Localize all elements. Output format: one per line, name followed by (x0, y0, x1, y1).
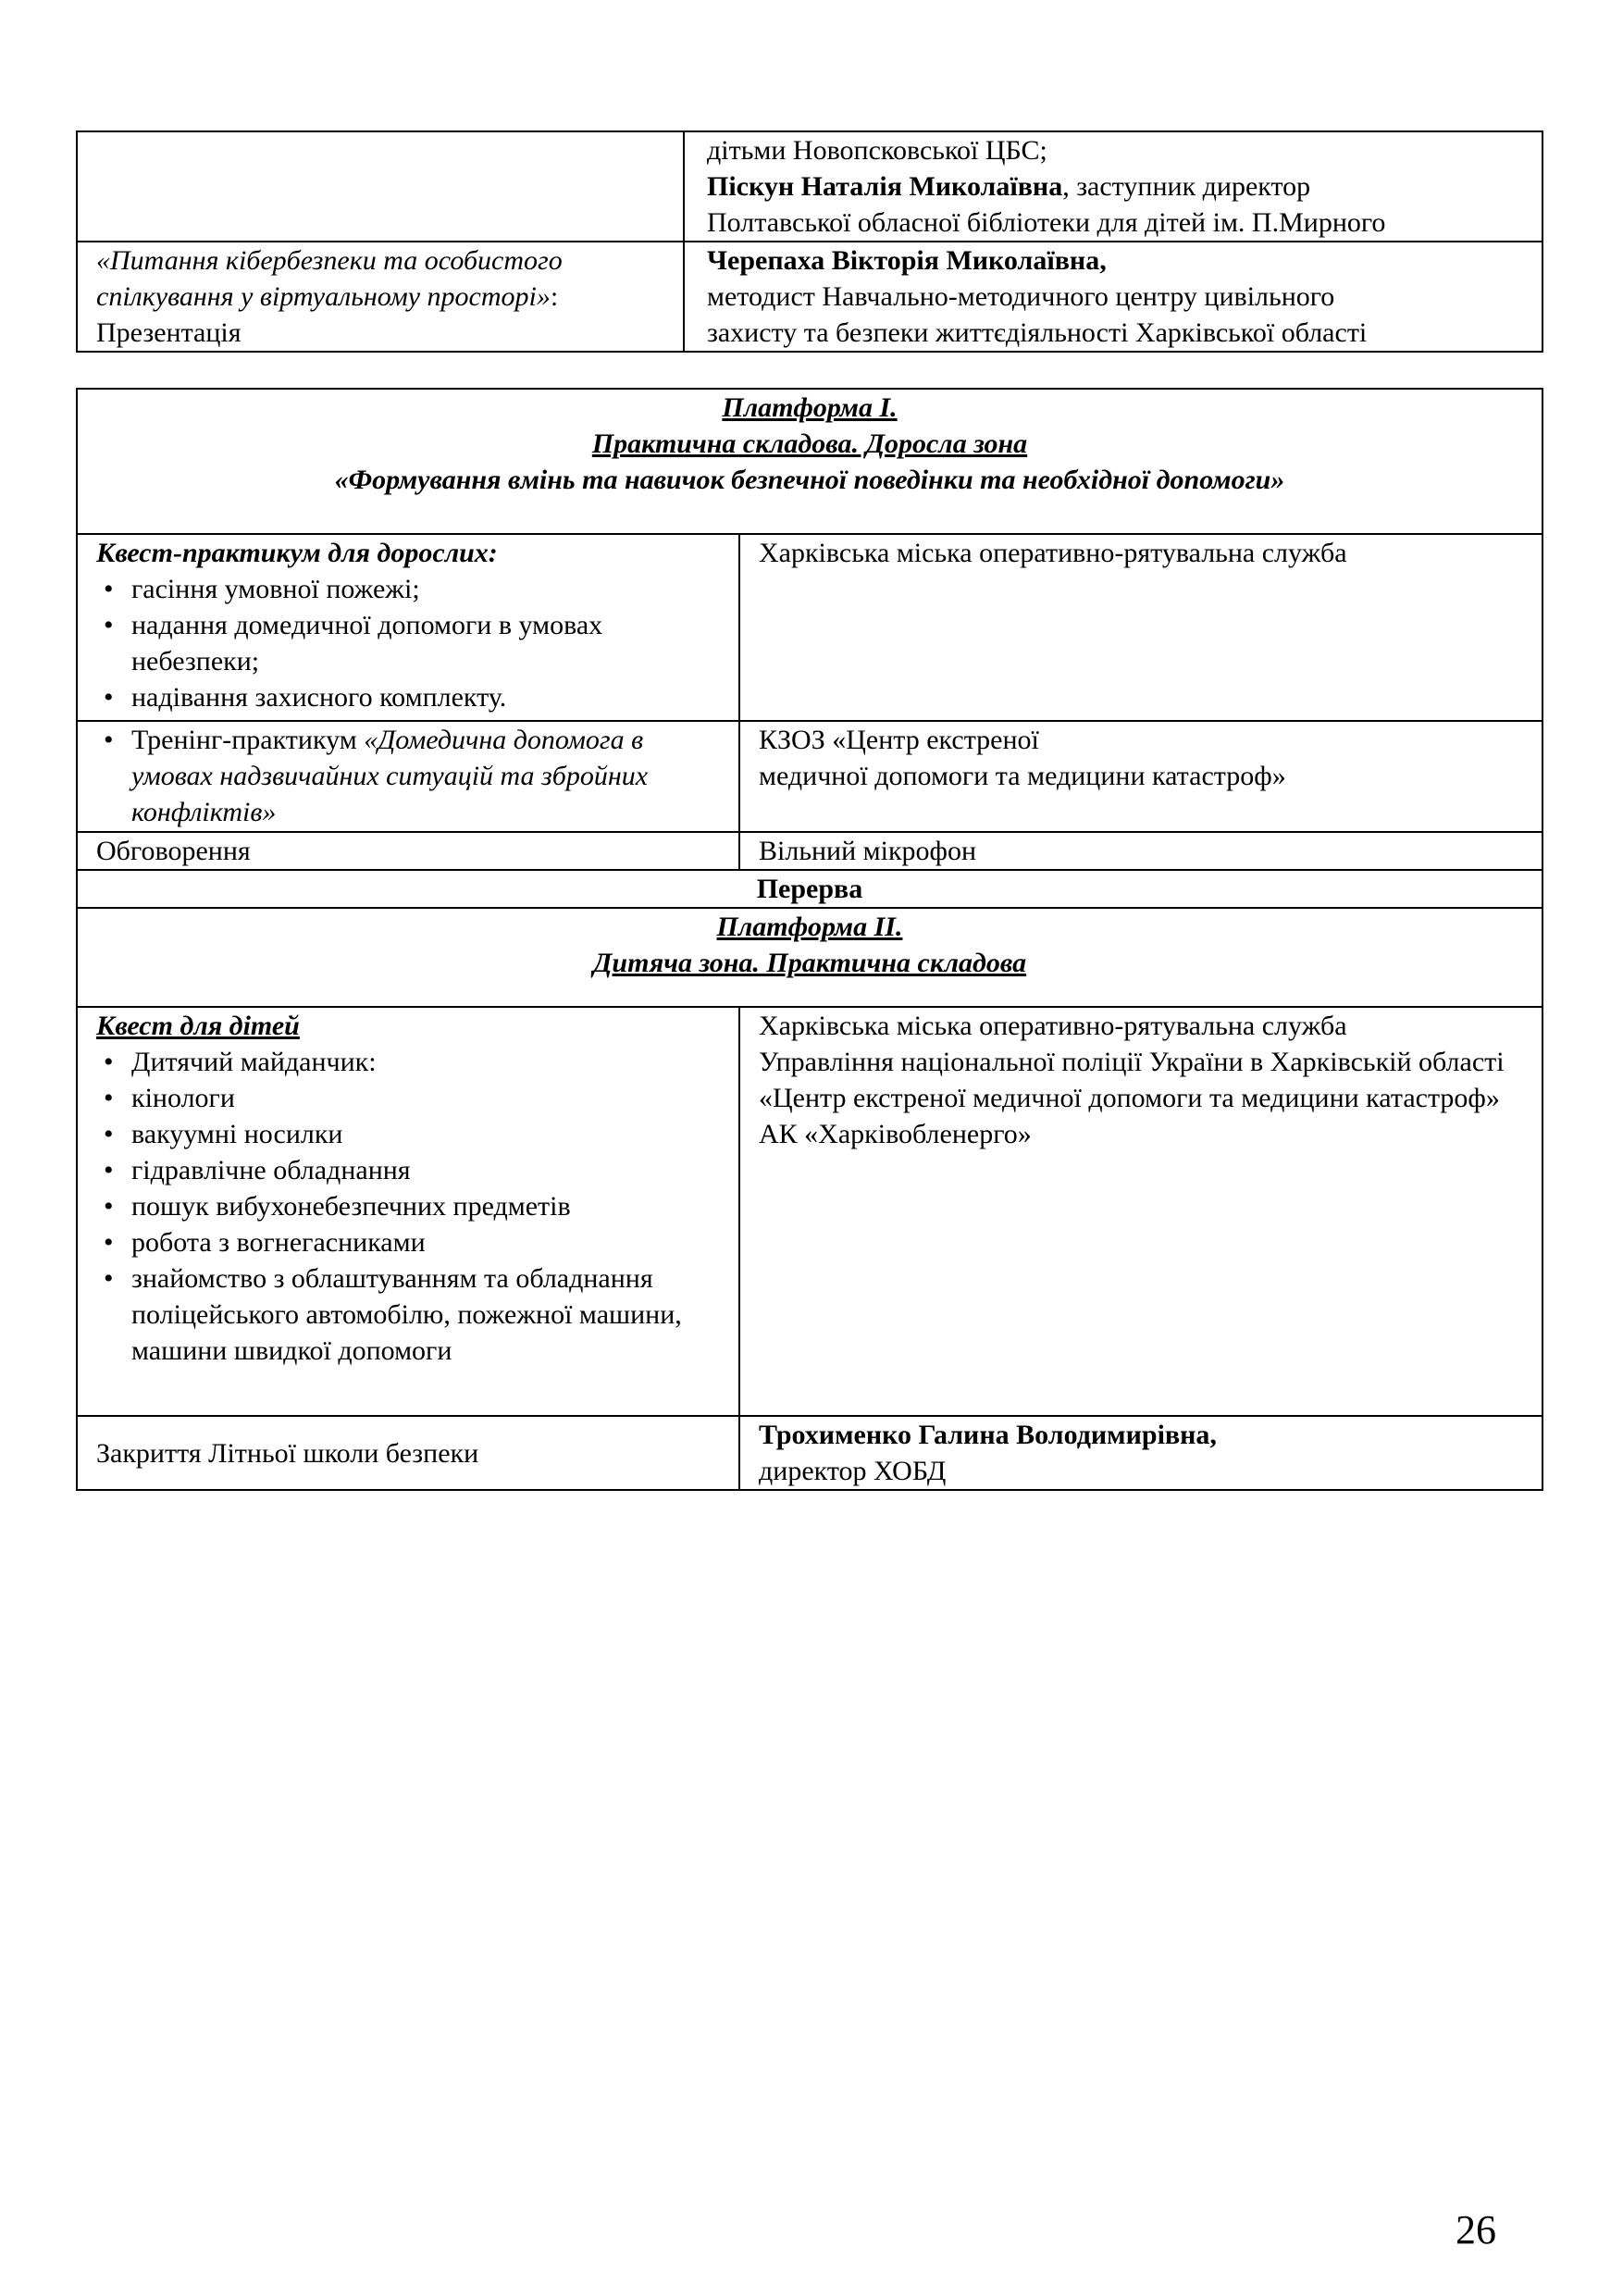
table-row (77, 242, 1542, 352)
platform2-header (77, 908, 1542, 1007)
training-prefix: Тренінг-практикум (131, 725, 365, 755)
list-item: • робота з вогнегасниками (96, 1224, 720, 1260)
training-title: «Домедична допомога в умовах надзвичайних ситуацій та збройних конфліктів» (131, 725, 649, 827)
organizer-text: Харківська міська оперативно-рятувальна служба (759, 538, 1347, 568)
presenter-role: методист Навчально-методичного центру цивільного (707, 281, 1335, 312)
table-row (77, 131, 1542, 242)
presentation-topic-cell (77, 242, 684, 352)
table-row (77, 1416, 1542, 1490)
platform1-header (77, 389, 1542, 534)
platform2-title: Платформа ІІ. (716, 912, 903, 942)
list-item: • вакуумні носилки (96, 1116, 720, 1152)
quest-adults-heading: Квест-практикум для дорослих: (96, 538, 498, 568)
organizer-text: медичної допомоги та медицини катастроф» (759, 761, 1286, 791)
training-cell (77, 721, 739, 832)
quest-adults-organizer (739, 534, 1542, 721)
table-row (77, 721, 1542, 832)
discussion-cell: Обговорення (77, 832, 739, 870)
page-number: 26 (1456, 2207, 1496, 2253)
list-item: • кінологи (96, 1080, 720, 1116)
quest-kids-cell (77, 1007, 739, 1416)
speaker-line (707, 168, 1523, 205)
platform1-subtitle: Практична складова. Доросла зона (591, 428, 1028, 459)
presenter-name: Черепаха Вікторія Миколаївна, (707, 245, 1107, 276)
organizer-text: КЗОЗ «Центр екстреної (759, 725, 1039, 755)
closing-speaker (739, 1416, 1542, 1490)
speaker-line: Полтавської обласної бібліотеки для дітей ім. П.Мирного (707, 207, 1386, 238)
quest-kids-heading: Квест для дітей (96, 1011, 300, 1041)
list-item: • знайомство з облаштуванням та обладнання поліцейського автомобілю, пожежної машини, машини швидкої допомоги (96, 1260, 720, 1369)
quest-adults-list (96, 571, 720, 715)
platform1-title: Платформа І. (722, 392, 898, 423)
table-row (77, 1007, 1542, 1416)
speakers-cell (684, 131, 1542, 242)
empty-cell (77, 131, 684, 242)
break-row (77, 870, 1542, 908)
platform1-header-row (77, 389, 1542, 534)
quest-kids-list (96, 1044, 720, 1369)
platform1-theme: «Формування вмінь та навичок безпечної поведінки та необхідної допомоги» (334, 465, 1285, 495)
list-item: • гідравлічне обладнання (96, 1152, 720, 1188)
closing-cell: Закриття Літньої школи безпеки (77, 1416, 739, 1490)
list-item: • надівання захисного комплекту. (96, 679, 720, 715)
closing-speaker-name: Трохименко Галина Володимирівна, (759, 1420, 1217, 1450)
speaker-role: , заступник директор (1062, 171, 1311, 202)
quest-adults-cell (77, 534, 739, 721)
list-item: • гасіння умовної пожежі; (96, 571, 720, 607)
quest-kids-organizers (739, 1007, 1542, 1416)
speaker-name: Піскун Наталія Миколаївна (707, 171, 1063, 202)
list-item: • пошук вибухонебезпечних предметів (96, 1188, 720, 1224)
discussion-format: Вільний мікрофон (739, 832, 1542, 870)
break-label: Перерва (77, 870, 1542, 908)
platform2-header-row (77, 908, 1542, 1007)
list-item: • надання домедичної допомоги в умовах небезпеки; (96, 607, 720, 679)
organizer-text: Харківська міська оперативно-рятувальна служба (759, 1011, 1347, 1041)
list-item: • Дитячий майданчик: (96, 1044, 720, 1080)
presenter-role: захисту та безпеки життєдіяльності Харківської області (707, 317, 1368, 348)
speaker-line: дітьми Новопсковської ЦБС; (707, 135, 1047, 166)
colon: : (550, 281, 559, 312)
table-row (77, 832, 1542, 870)
training-list (96, 722, 720, 830)
closing-speaker-role: директор ХОБД (759, 1456, 947, 1486)
organizer-text: «Центр екстреної медичної допомоги та медицини катастроф» АК «Харківобленерго» (759, 1083, 1500, 1149)
organizer-text: Управління національної поліції України в Харківській області (759, 1047, 1505, 1077)
platform2-subtitle: Дитяча зона. Практична складова (592, 948, 1027, 978)
presenter-cell (684, 242, 1542, 352)
schedule-table-continued (76, 130, 1543, 353)
table-row (77, 534, 1542, 721)
schedule-table-platforms (76, 388, 1543, 1491)
training-organizer (739, 721, 1542, 832)
presentation-title: «Питання кібербезпеки та особистого спілкування у віртуальному просторі» (96, 245, 563, 312)
presentation-label: Презентація (96, 317, 242, 348)
list-item (96, 722, 720, 830)
